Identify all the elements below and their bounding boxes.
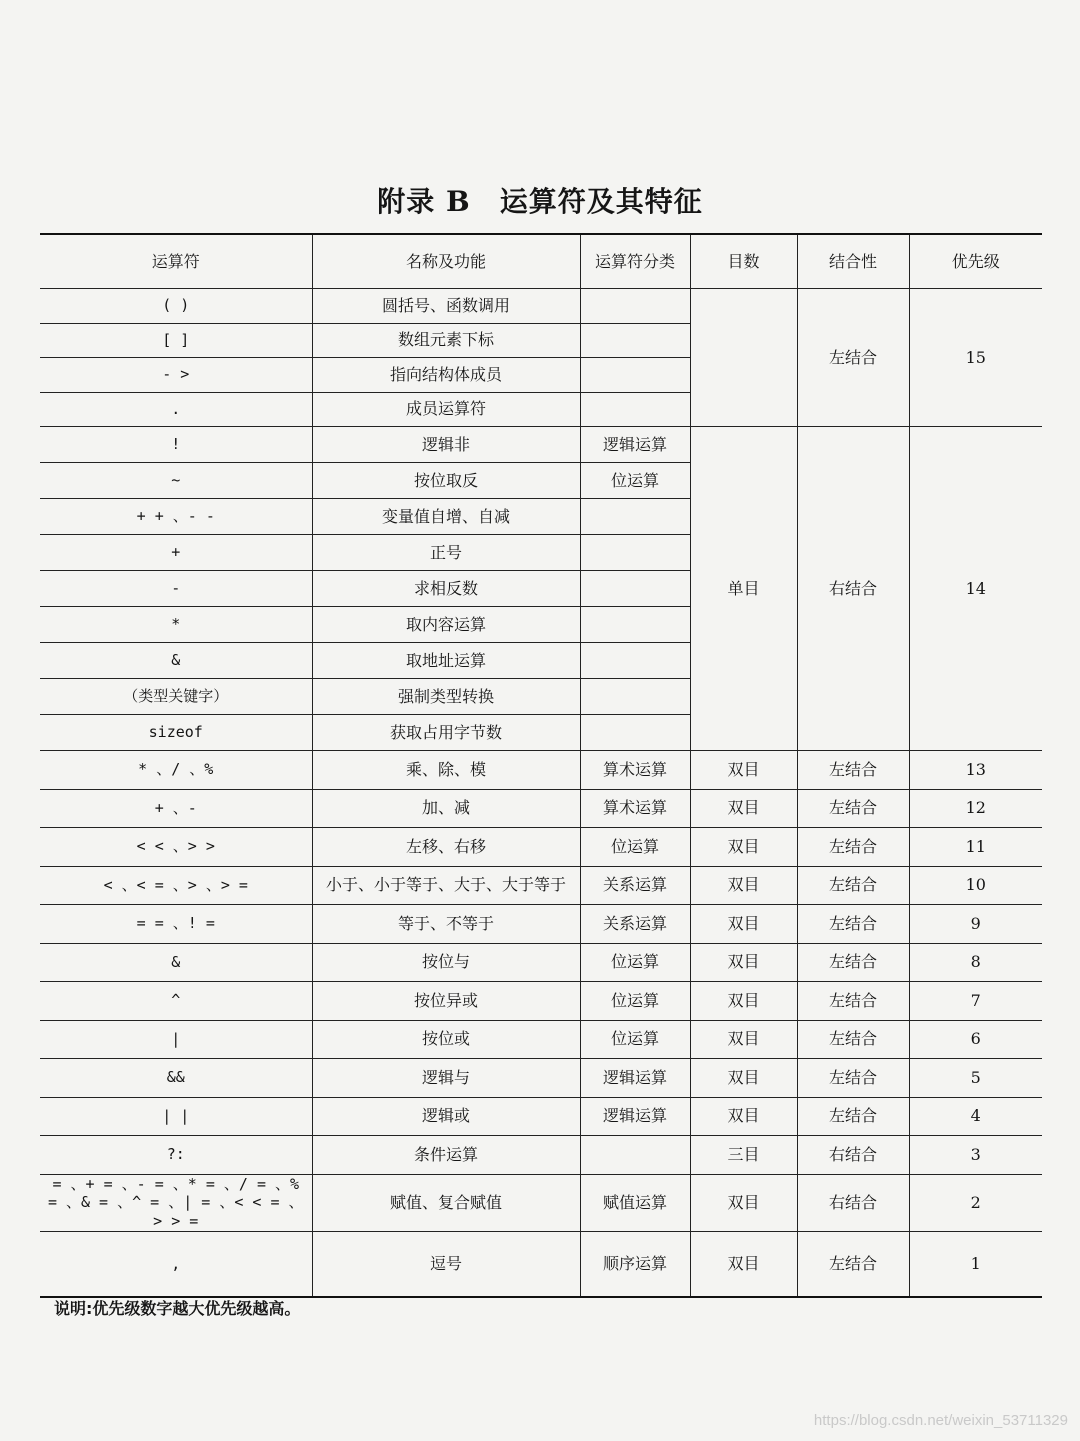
associativity-cell: 左结合 (797, 751, 909, 790)
associativity-cell: 左结合 (797, 789, 909, 828)
category-cell (580, 323, 690, 358)
table-row (40, 1136, 1042, 1175)
table-row (40, 289, 1042, 324)
table-row (40, 982, 1042, 1021)
arity-cell: 双目 (690, 751, 797, 790)
priority-cell: 11 (909, 828, 1042, 867)
operator-table-container (40, 233, 1042, 1298)
name-cell: 求相反数 (312, 571, 580, 607)
name-cell: 加、减 (312, 789, 580, 828)
associativity-cell: 右结合 (797, 427, 909, 751)
associativity-cell: 左结合 (797, 866, 909, 905)
operator-cell: * 、/ 、% (40, 751, 312, 790)
category-cell (580, 392, 690, 427)
name-cell: 逻辑与 (312, 1059, 580, 1098)
priority-cell: 2 (909, 1174, 1042, 1231)
arity-cell: 双目 (690, 828, 797, 867)
category-cell (580, 535, 690, 571)
page-title: 附录 B 运算符及其特征 (377, 185, 703, 218)
table-row (40, 905, 1042, 944)
category-cell: 算术运算 (580, 751, 690, 790)
arity-cell: 双目 (690, 866, 797, 905)
table-row (40, 1231, 1042, 1297)
operator-cell: + (40, 535, 312, 571)
header-operator: 运算符 (40, 234, 312, 289)
table-row (40, 1059, 1042, 1098)
category-cell: 赋值运算 (580, 1174, 690, 1231)
name-cell: 按位或 (312, 1020, 580, 1059)
watermark: https://blog.csdn.net/weixin_53711329 (813, 1412, 1068, 1429)
operator-cell: ?: (40, 1136, 312, 1175)
associativity-cell: 左结合 (797, 1020, 909, 1059)
associativity-cell: 左结合 (797, 1059, 909, 1098)
table-row (40, 1174, 1042, 1231)
category-cell (580, 679, 690, 715)
arity-cell: 双目 (690, 943, 797, 982)
category-cell: 关系运算 (580, 905, 690, 944)
table-body (40, 289, 1042, 1298)
category-cell: 逻辑运算 (580, 427, 690, 463)
arity-cell: 双目 (690, 1059, 797, 1098)
operator-cell: & (40, 643, 312, 679)
header-category: 运算符分类 (580, 234, 690, 289)
table-row (40, 866, 1042, 905)
arity-cell: 单目 (690, 427, 797, 751)
operator-cell: - (40, 571, 312, 607)
name-cell: 按位异或 (312, 982, 580, 1021)
table-row (40, 943, 1042, 982)
operator-cell: | (40, 1020, 312, 1059)
arity-cell: 三目 (690, 1136, 797, 1175)
table-header (40, 234, 1042, 289)
operator-cell: （类型关键字） (40, 679, 312, 715)
priority-cell: 6 (909, 1020, 1042, 1059)
table-row (40, 1097, 1042, 1136)
associativity-cell: 右结合 (797, 1136, 909, 1175)
header-row (40, 234, 1042, 289)
priority-cell: 13 (909, 751, 1042, 790)
associativity-cell: 左结合 (797, 905, 909, 944)
name-cell: 按位取反 (312, 463, 580, 499)
name-cell: 强制类型转换 (312, 679, 580, 715)
operator-cell: && (40, 1059, 312, 1098)
priority-cell: 1 (909, 1231, 1042, 1297)
operator-cell: ! (40, 427, 312, 463)
arity-cell: 双目 (690, 789, 797, 828)
name-cell: 小于、小于等于、大于、大于等于 (312, 866, 580, 905)
category-cell (580, 715, 690, 751)
name-cell: 取内容运算 (312, 607, 580, 643)
operator-cell: - > (40, 358, 312, 393)
category-cell: 位运算 (580, 828, 690, 867)
operator-cell: [ ] (40, 323, 312, 358)
operator-cell: + + 、- - (40, 499, 312, 535)
name-cell: 逻辑或 (312, 1097, 580, 1136)
associativity-cell: 左结合 (797, 828, 909, 867)
category-cell (580, 289, 690, 324)
operator-cell: = 、+ = 、- = 、* = 、/ = 、% = 、& = 、^ = 、| = 、< < = 、> > = (40, 1174, 312, 1231)
category-cell: 位运算 (580, 982, 690, 1021)
category-cell: 逻辑运算 (580, 1059, 690, 1098)
associativity-cell: 左结合 (797, 289, 909, 427)
operator-cell: + 、- (40, 789, 312, 828)
operator-cell: , (40, 1231, 312, 1297)
arity-cell: 双目 (690, 982, 797, 1021)
name-cell: 乘、除、模 (312, 751, 580, 790)
header-arity: 目数 (690, 234, 797, 289)
arity-cell: 双目 (690, 1174, 797, 1231)
associativity-cell: 右结合 (797, 1174, 909, 1231)
name-cell: 等于、不等于 (312, 905, 580, 944)
priority-cell: 4 (909, 1097, 1042, 1136)
arity-cell: 双目 (690, 1020, 797, 1059)
table-row (40, 751, 1042, 790)
operator-cell: < 、< = 、> 、> = (40, 866, 312, 905)
category-cell: 逻辑运算 (580, 1097, 690, 1136)
category-cell (580, 499, 690, 535)
category-cell (580, 607, 690, 643)
operator-cell: & (40, 943, 312, 982)
name-cell: 逻辑非 (312, 427, 580, 463)
header-associativity: 结合性 (797, 234, 909, 289)
associativity-cell: 左结合 (797, 943, 909, 982)
operator-cell: . (40, 392, 312, 427)
name-cell: 圆括号、函数调用 (312, 289, 580, 324)
category-cell (580, 358, 690, 393)
category-cell (580, 571, 690, 607)
priority-cell: 12 (909, 789, 1042, 828)
name-cell: 逗号 (312, 1231, 580, 1297)
priority-cell: 15 (909, 289, 1042, 427)
operator-cell: ( ) (40, 289, 312, 324)
operator-cell: * (40, 607, 312, 643)
priority-cell: 5 (909, 1059, 1042, 1098)
associativity-cell: 左结合 (797, 982, 909, 1021)
footnote: 说明:优先级数字越大优先级越高。 (54, 1299, 301, 1318)
operator-cell: < < 、> > (40, 828, 312, 867)
name-cell: 数组元素下标 (312, 323, 580, 358)
operator-cell: | | (40, 1097, 312, 1136)
priority-cell: 7 (909, 982, 1042, 1021)
priority-cell: 8 (909, 943, 1042, 982)
operator-cell: sizeof (40, 715, 312, 751)
operator-table (40, 233, 1042, 1298)
arity-cell (690, 289, 797, 427)
arity-cell: 双目 (690, 1097, 797, 1136)
table-row (40, 828, 1042, 867)
table-row (40, 427, 1042, 463)
category-cell: 位运算 (580, 1020, 690, 1059)
priority-cell: 3 (909, 1136, 1042, 1175)
priority-cell: 14 (909, 427, 1042, 751)
name-cell: 按位与 (312, 943, 580, 982)
operator-cell: ~ (40, 463, 312, 499)
category-cell: 关系运算 (580, 866, 690, 905)
operator-cell: ^ (40, 982, 312, 1021)
name-cell: 指向结构体成员 (312, 358, 580, 393)
name-cell: 获取占用字节数 (312, 715, 580, 751)
name-cell: 条件运算 (312, 1136, 580, 1175)
arity-cell: 双目 (690, 905, 797, 944)
header-name: 名称及功能 (312, 234, 580, 289)
name-cell: 左移、右移 (312, 828, 580, 867)
table-row (40, 789, 1042, 828)
category-cell: 顺序运算 (580, 1231, 690, 1297)
associativity-cell: 左结合 (797, 1097, 909, 1136)
name-cell: 取地址运算 (312, 643, 580, 679)
category-cell (580, 1136, 690, 1175)
name-cell: 正号 (312, 535, 580, 571)
category-cell (580, 643, 690, 679)
name-cell: 变量值自增、自减 (312, 499, 580, 535)
category-cell: 算术运算 (580, 789, 690, 828)
table-row (40, 1020, 1042, 1059)
arity-cell: 双目 (690, 1231, 797, 1297)
operator-cell: = = 、! = (40, 905, 312, 944)
category-cell: 位运算 (580, 943, 690, 982)
name-cell: 成员运算符 (312, 392, 580, 427)
header-priority: 优先级 (909, 234, 1042, 289)
associativity-cell: 左结合 (797, 1231, 909, 1297)
priority-cell: 10 (909, 866, 1042, 905)
name-cell: 赋值、复合赋值 (312, 1174, 580, 1231)
priority-cell: 9 (909, 905, 1042, 944)
category-cell: 位运算 (580, 463, 690, 499)
